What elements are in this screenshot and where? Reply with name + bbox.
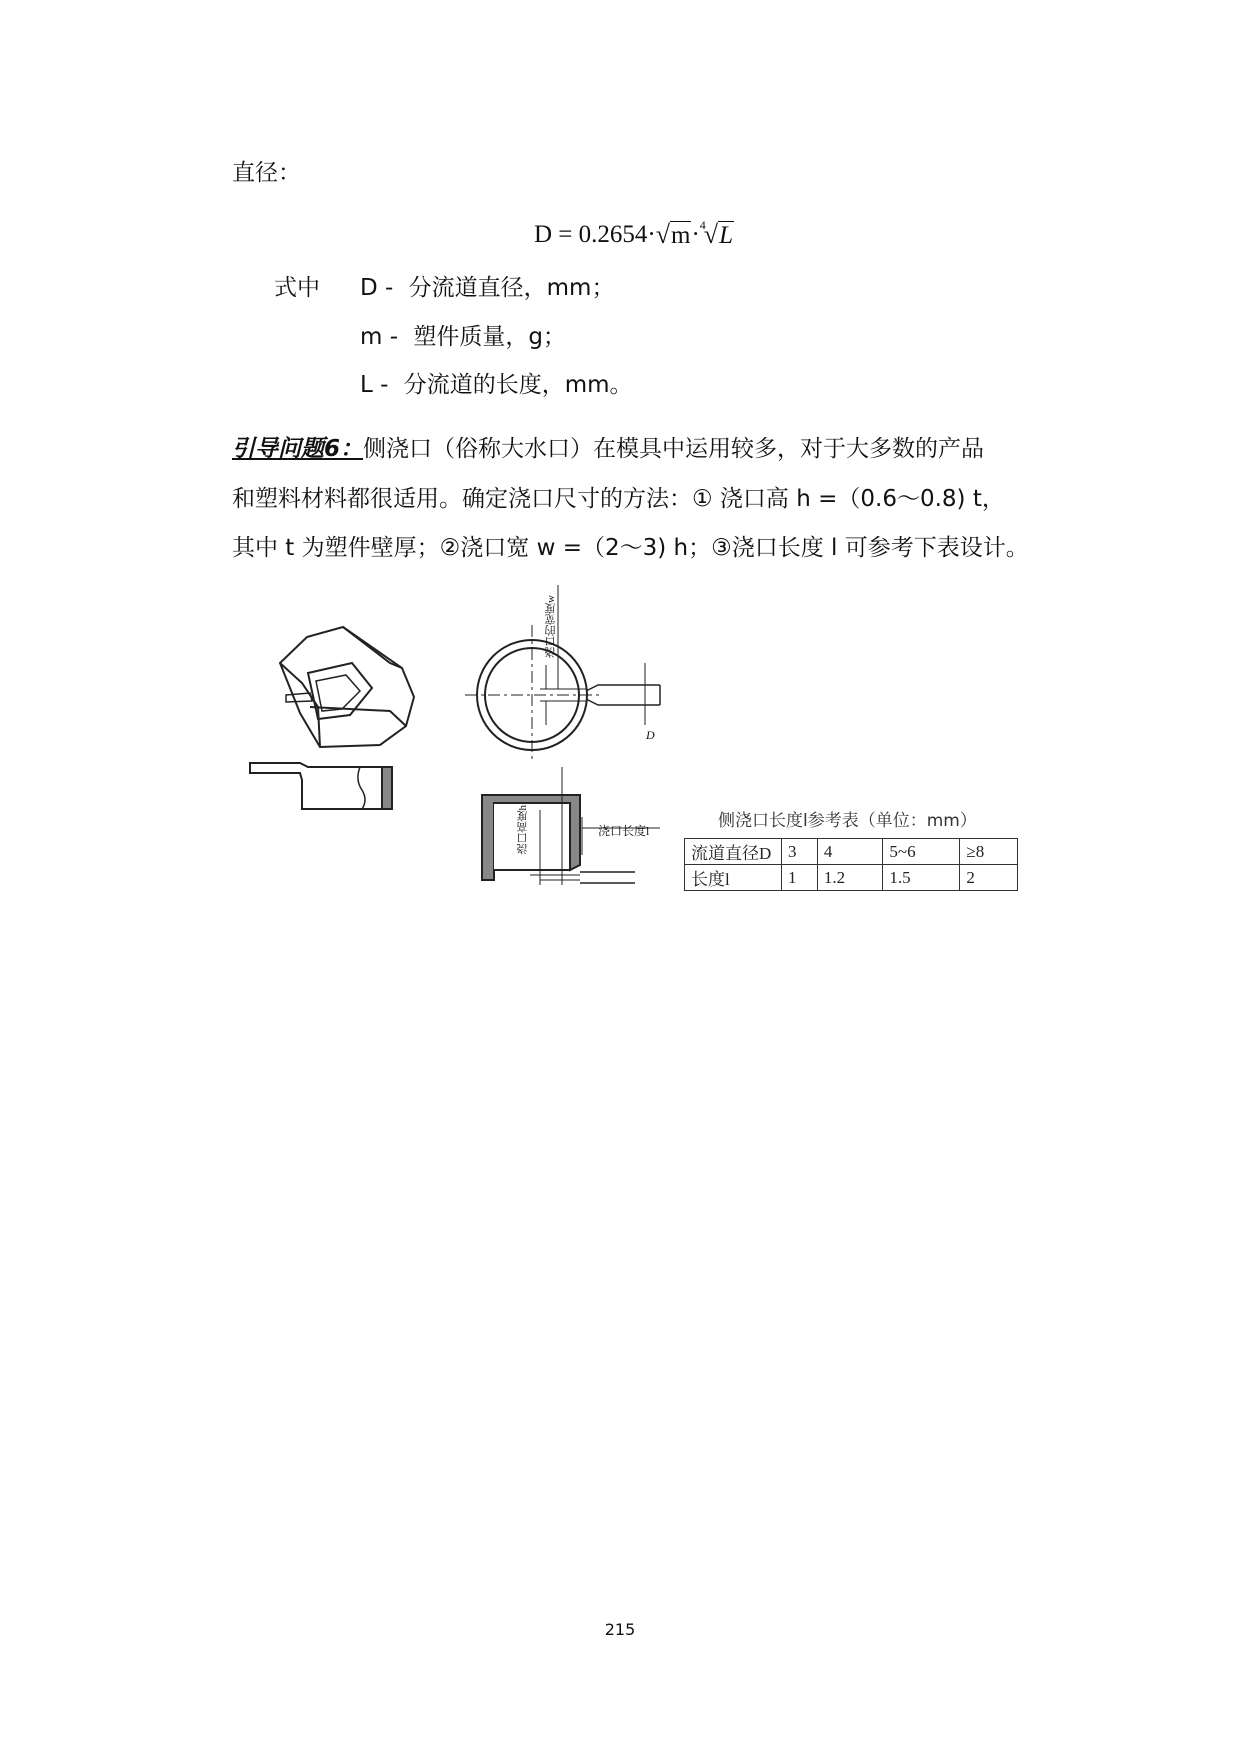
guide-text-1: 侧浇口（俗称大水口）在模具中运用较多，对于大多数的产品: [363, 436, 985, 462]
table-cell: 1.2: [817, 865, 882, 891]
table-cell: 长度l: [685, 865, 782, 891]
root-index: 4: [699, 217, 706, 232]
table-row: [685, 839, 1018, 865]
definition-L: [360, 370, 633, 400]
guide-line-3: 其中 t 为塑件壁厚；②浇口宽 w =（2～3) h；③浇口长度 l 可参考下表设计。: [232, 535, 1029, 561]
runner-diameter-formula: [534, 217, 734, 253]
table-cell: 1: [782, 865, 818, 891]
definition-symbol: D -: [360, 275, 394, 301]
table-cell: 4: [817, 839, 882, 865]
definition-symbol: m -: [360, 324, 399, 350]
table-cell: 1.5: [883, 865, 960, 891]
isometric-part-drawing: [280, 627, 414, 747]
formula-root-arg: L: [719, 221, 733, 249]
table-cell: 流道直径D: [685, 839, 782, 865]
definition-desc: 分流道的长度，mm。: [403, 372, 633, 398]
definition-desc: 塑件质量，g；: [413, 324, 566, 350]
side-gate-figure: [240, 585, 680, 910]
formula-sqrt-arg: m: [671, 221, 691, 249]
root-sign: √: [703, 220, 719, 249]
where-label: 式中: [274, 275, 320, 301]
guide-label: 引导问题6：: [232, 436, 364, 462]
guide-line-2: 和塑料材料都很适用。确定浇口尺寸的方法：① 浇口高 h =（0.6～0.8) t，: [232, 486, 1005, 512]
diameter-label: 直径：: [232, 160, 301, 186]
gate-length-label: 浇口长度l: [598, 824, 650, 838]
definition-desc: 分流道直径，mm；: [408, 275, 615, 301]
page-number: 215: [604, 1620, 636, 1639]
table-cell: 5~6: [883, 839, 960, 865]
section-part-drawing: [250, 763, 392, 809]
definition-m: [360, 322, 566, 352]
gate-length-table: [684, 838, 1018, 891]
table-cell: ≥8: [960, 839, 1018, 865]
table-caption: 侧浇口长度l参考表（单位：mm）: [718, 811, 977, 831]
gate-height-label: 浇口高度h: [517, 805, 529, 855]
table-cell: 3: [782, 839, 818, 865]
definition-symbol: L -: [360, 372, 389, 398]
definition-D: [360, 273, 614, 303]
table-cell: 2: [960, 865, 1018, 891]
table-row: [685, 865, 1018, 891]
runner-diameter-dim-label: D: [646, 728, 655, 742]
formula-lhs: D = 0.2654·: [534, 221, 656, 248]
formula-mid: ·: [691, 221, 700, 248]
guide-line-1: [232, 434, 984, 464]
gate-width-label: 浇口的宽度w: [545, 595, 557, 658]
sqrt-sign: √: [655, 220, 671, 249]
